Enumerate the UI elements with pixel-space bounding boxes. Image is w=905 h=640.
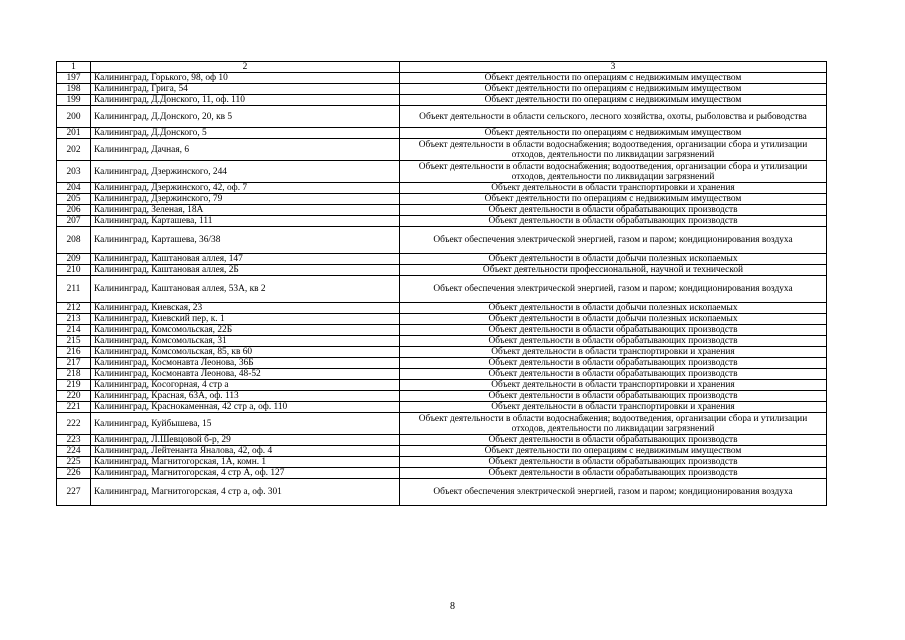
- table-row: [57, 457, 827, 468]
- row-address: Калининград, Горького, 98, оф 10: [91, 73, 400, 84]
- row-number: 214: [57, 325, 91, 336]
- row-address: Калининград, Дзержинского, 244: [91, 161, 400, 183]
- row-number: 197: [57, 73, 91, 84]
- table-row: [57, 391, 827, 402]
- row-activity: Объект деятельности в области транспортировки и хранения: [400, 183, 827, 194]
- row-address: Калининград, Красная, 63А, оф. 113: [91, 391, 400, 402]
- row-number: 209: [57, 254, 91, 265]
- row-activity: Объект деятельности в области водоснабжения; водоотведения, организации сбора и утилизации отходов, деятельности по ликвидации загрязнений: [400, 161, 827, 183]
- table-row: [57, 336, 827, 347]
- row-activity: Объект деятельности в области обрабатывающих производств: [400, 216, 827, 227]
- row-number: 217: [57, 358, 91, 369]
- row-number: 220: [57, 391, 91, 402]
- row-activity: Объект обеспечения электрической энергией, газом и паром; кондиционирования воздуха: [400, 479, 827, 506]
- row-address: Калининград, Д.Донского, 5: [91, 128, 400, 139]
- row-address: Калининград, Зеленая, 18А: [91, 205, 400, 216]
- table-row: [57, 468, 827, 479]
- row-address: Калининград, Карташева, 36/38: [91, 227, 400, 254]
- registry-table: [56, 61, 827, 506]
- row-activity: Объект деятельности в области транспортировки и хранения: [400, 347, 827, 358]
- row-number: 205: [57, 194, 91, 205]
- table-row: [57, 139, 827, 161]
- row-address: Калининград, Каштановая аллея, 53А, кв 2: [91, 276, 400, 303]
- row-address: Калининград, Каштановая аллея, 147: [91, 254, 400, 265]
- table-row: [57, 128, 827, 139]
- row-number: 210: [57, 265, 91, 276]
- row-address: Калининград, Карташева, 111: [91, 216, 400, 227]
- row-activity: Объект деятельности в области обрабатывающих производств: [400, 457, 827, 468]
- table-row: [57, 479, 827, 506]
- registry-table-body: [57, 62, 827, 506]
- table-row: [57, 347, 827, 358]
- table-row: [57, 303, 827, 314]
- table-row: [57, 276, 827, 303]
- row-address: Калининград, Киевский пер, к. 1: [91, 314, 400, 325]
- row-address: Калининград, Магнитогорская, 4 стр А, оф. 127: [91, 468, 400, 479]
- row-address: Калининград, Киевская, 23: [91, 303, 400, 314]
- row-number: 201: [57, 128, 91, 139]
- table-row: [57, 413, 827, 435]
- row-address: Калининград, Д.Донского, 20, кв 5: [91, 106, 400, 128]
- table-row: [57, 325, 827, 336]
- row-number: 222: [57, 413, 91, 435]
- row-address: Калининград, Дзержинского, 79: [91, 194, 400, 205]
- row-number: 208: [57, 227, 91, 254]
- row-activity: Объект деятельности в области обрабатывающих производств: [400, 369, 827, 380]
- row-address: Калининград, Магнитогорская, 1А, комн. 1: [91, 457, 400, 468]
- row-number: 206: [57, 205, 91, 216]
- row-activity: Объект деятельности в области добычи полезных ископаемых: [400, 314, 827, 325]
- row-activity: Объект деятельности в области водоснабжения; водоотведения, организации сбора и утилизации отходов, деятельности по ликвидации загрязнений: [400, 139, 827, 161]
- row-number: 216: [57, 347, 91, 358]
- row-activity: Объект деятельности в области обрабатывающих производств: [400, 336, 827, 347]
- header-col-1: 1: [57, 62, 91, 73]
- row-activity: Объект деятельности в области водоснабжения; водоотведения, организации сбора и утилизации отходов, деятельности по ликвидации загрязнений: [400, 413, 827, 435]
- table-row: [57, 194, 827, 205]
- page-number: 8: [450, 601, 455, 612]
- table-header-row: [57, 62, 827, 73]
- row-address: Калининград, Каштановая аллея, 2Б: [91, 265, 400, 276]
- row-activity: Объект деятельности в области обрабатывающих производств: [400, 435, 827, 446]
- row-activity: Объект обеспечения электрической энергией, газом и паром; кондиционирования воздуха: [400, 227, 827, 254]
- row-address: Калининград, Комсомольская, 85, кв 60: [91, 347, 400, 358]
- row-address: Калининград, Лейтенанта Яналова, 42, оф. 4: [91, 446, 400, 457]
- row-activity: Объект деятельности по операциям с недвижимым имуществом: [400, 73, 827, 84]
- row-number: 203: [57, 161, 91, 183]
- row-activity: Объект деятельности по операциям с недвижимым имуществом: [400, 84, 827, 95]
- table-row: [57, 183, 827, 194]
- table-row: [57, 161, 827, 183]
- header-col-2: 2: [91, 62, 400, 73]
- table-row: [57, 446, 827, 457]
- row-activity: Объект деятельности в области добычи полезных ископаемых: [400, 254, 827, 265]
- row-number: 198: [57, 84, 91, 95]
- row-address: Калининград, Куйбышева, 15: [91, 413, 400, 435]
- table-row: [57, 254, 827, 265]
- row-activity: Объект деятельности в области обрабатывающих производств: [400, 391, 827, 402]
- row-number: 226: [57, 468, 91, 479]
- row-number: 213: [57, 314, 91, 325]
- row-number: 219: [57, 380, 91, 391]
- row-number: 202: [57, 139, 91, 161]
- row-activity: Объект деятельности по операциям с недвижимым имуществом: [400, 194, 827, 205]
- table-row: [57, 265, 827, 276]
- row-activity: Объект деятельности в области сельского, лесного хозяйства, охоты, рыболовства и рыбоводства: [400, 106, 827, 128]
- row-number: 225: [57, 457, 91, 468]
- row-activity: Объект деятельности в области обрабатывающих производств: [400, 205, 827, 216]
- table-row: [57, 358, 827, 369]
- row-address: Калининград, Косогорная, 4 стр а: [91, 380, 400, 391]
- row-activity: Объект деятельности в области транспортировки и хранения: [400, 380, 827, 391]
- row-activity: Объект деятельности по операциям с недвижимым имуществом: [400, 128, 827, 139]
- row-number: 221: [57, 402, 91, 413]
- table-row: [57, 95, 827, 106]
- row-number: 218: [57, 369, 91, 380]
- row-address: Калининград, Дзержинского, 42, оф. 7: [91, 183, 400, 194]
- table-row: [57, 205, 827, 216]
- table-row: [57, 435, 827, 446]
- row-address: Калининград, Космонавта Леонова, 36Б: [91, 358, 400, 369]
- row-activity: Объект деятельности в области обрабатывающих производств: [400, 468, 827, 479]
- row-number: 211: [57, 276, 91, 303]
- row-number: 224: [57, 446, 91, 457]
- row-activity: Объект деятельности по операциям с недвижимым имуществом: [400, 95, 827, 106]
- table-row: [57, 227, 827, 254]
- row-number: 227: [57, 479, 91, 506]
- row-activity: Объект деятельности в области транспортировки и хранения: [400, 402, 827, 413]
- row-address: Калининград, Комсомольская, 22Б: [91, 325, 400, 336]
- table-row: [57, 314, 827, 325]
- row-address: Калининград, Грига, 54: [91, 84, 400, 95]
- row-number: 199: [57, 95, 91, 106]
- row-activity: Объект деятельности в области обрабатывающих производств: [400, 358, 827, 369]
- row-activity: Объект деятельности в области обрабатывающих производств: [400, 325, 827, 336]
- row-address: Калининград, Дачная, 6: [91, 139, 400, 161]
- table-row: [57, 369, 827, 380]
- row-number: 212: [57, 303, 91, 314]
- registry-table-container: [56, 61, 826, 506]
- table-row: [57, 380, 827, 391]
- row-number: 204: [57, 183, 91, 194]
- row-number: 215: [57, 336, 91, 347]
- table-row: [57, 402, 827, 413]
- row-activity: Объект деятельности профессиональной, научной и технической: [400, 265, 827, 276]
- row-activity: Объект обеспечения электрической энергией, газом и паром; кондиционирования воздуха: [400, 276, 827, 303]
- row-address: Калининград, Космонавта Леонова, 48-52: [91, 369, 400, 380]
- row-address: Калининград, Краснокаменная, 42 стр а, оф. 110: [91, 402, 400, 413]
- row-activity: Объект деятельности в области добычи полезных ископаемых: [400, 303, 827, 314]
- row-number: 207: [57, 216, 91, 227]
- table-row: [57, 73, 827, 84]
- row-address: Калининград, Л.Шевцовой б-р, 29: [91, 435, 400, 446]
- row-address: Калининград, Комсомольская, 31: [91, 336, 400, 347]
- table-row: [57, 216, 827, 227]
- header-col-3: 3: [400, 62, 827, 73]
- row-address: Калининград, Д.Донского, 11, оф. 110: [91, 95, 400, 106]
- table-row: [57, 106, 827, 128]
- row-number: 200: [57, 106, 91, 128]
- row-activity: Объект деятельности по операциям с недвижимым имуществом: [400, 446, 827, 457]
- row-number: 223: [57, 435, 91, 446]
- table-row: [57, 84, 827, 95]
- row-address: Калининград, Магнитогорская, 4 стр а, оф. 301: [91, 479, 400, 506]
